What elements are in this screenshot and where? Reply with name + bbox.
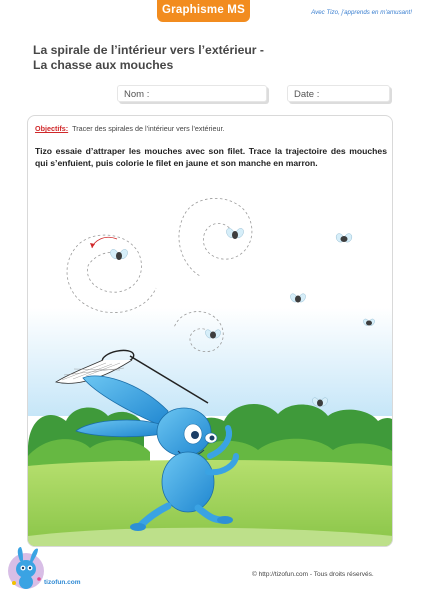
logo-text: tizofun.com	[44, 579, 81, 586]
title-line-2: La chasse aux mouches	[33, 58, 174, 72]
instruction-text: Tizo essaie d’attraper les mouches avec son filet. Trace la trajectoire des mouches qui s’enfuient, puis colorie le filet en jaune et son manche en marron.	[35, 146, 387, 168]
exercise-illustration	[28, 116, 393, 547]
tizo-logo-icon	[6, 545, 46, 591]
objective-label: Objectifs:	[35, 124, 69, 133]
level-badge: Graphisme MS	[157, 0, 250, 22]
copyright: © http://tizofun.com - Tous droits réservés.	[252, 571, 374, 578]
exercise-card	[27, 115, 393, 547]
date-field[interactable]: Date :	[287, 85, 390, 102]
name-field[interactable]: Nom :	[117, 85, 267, 102]
objective	[35, 124, 224, 133]
objective-text: Tracer des spirales de l’intérieur vers l’extérieur.	[72, 124, 225, 133]
tagline: Avec Tizo, j'apprends en m'amusant!	[311, 9, 412, 16]
page-title	[33, 43, 403, 73]
title-line-1: La spirale de l’intérieur vers l’extérieur -	[33, 43, 264, 57]
